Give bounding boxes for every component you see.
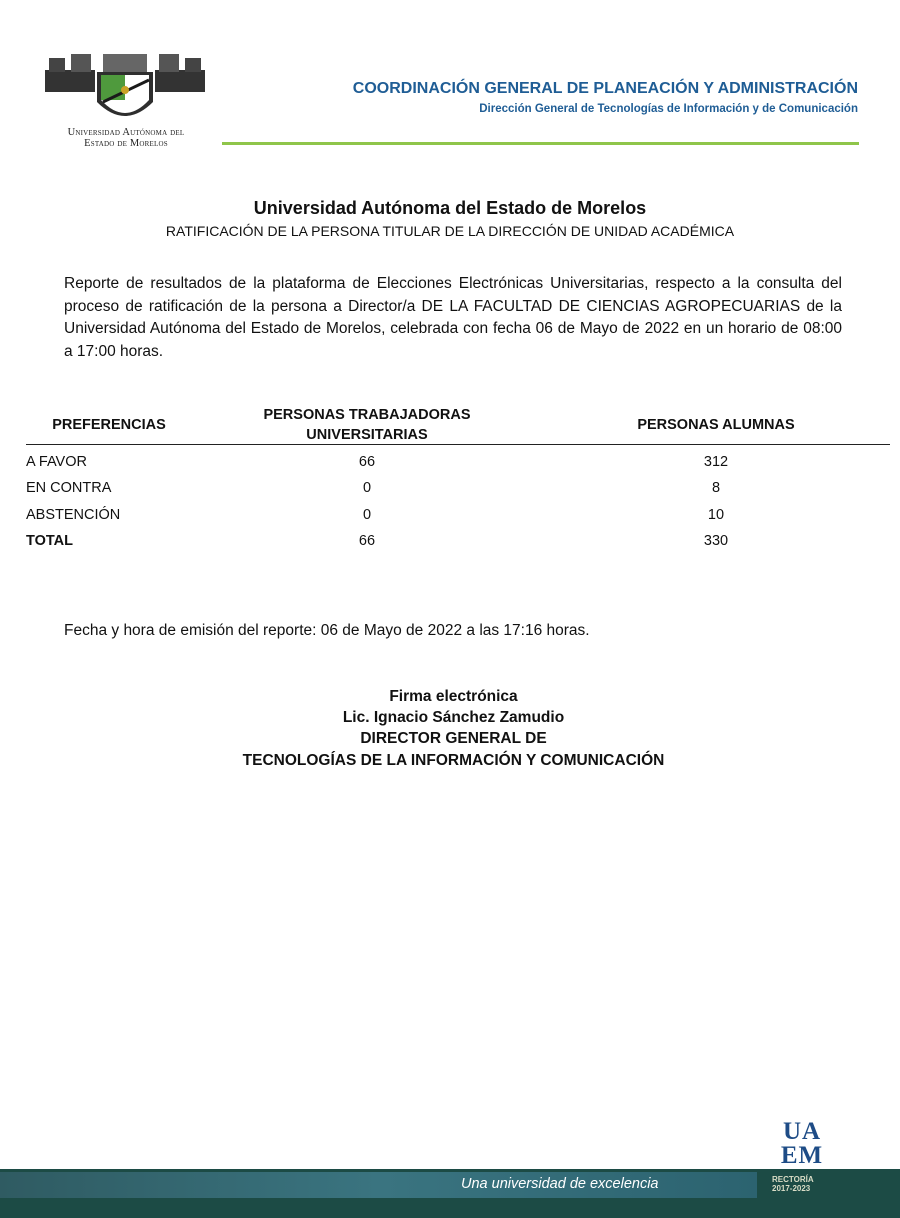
row-students-contra: 8 xyxy=(711,480,721,496)
header-workers-line2: UNIVERSITARIAS xyxy=(306,427,428,443)
uaem-logo-line1: UA xyxy=(782,1118,822,1145)
uaem-logo xyxy=(772,1120,832,1168)
logo-caption-line2: Estado de Morelos xyxy=(84,138,168,149)
row-label-contra: EN CONTRA xyxy=(26,480,112,496)
footer-slogan: Una universidad de excelencia xyxy=(461,1176,659,1192)
header-preferences: PREFERENCIAS xyxy=(52,417,166,433)
row-label-favor: A FAVOR xyxy=(26,454,87,470)
signature-title-line1: DIRECTOR GENERAL DE xyxy=(360,730,547,747)
report-emission-date: Fecha y hora de emisión del reporte: 06 de Mayo de 2022 a las 17:16 horas. xyxy=(64,622,590,639)
ratification-title: RATIFICACIÓN DE LA PERSONA TITULAR DE LA DIRECCIÓN DE UNIDAD ACADÉMICA xyxy=(165,223,735,239)
uaem-logo-line2: EM xyxy=(780,1142,824,1169)
university-logo-caption xyxy=(36,127,216,149)
row-workers-favor: 66 xyxy=(358,454,376,470)
logo-caption-line1: Universidad Autónoma del xyxy=(67,127,185,138)
footer-rectoria xyxy=(772,1175,872,1193)
row-label-abstencion: ABSTENCIÓN xyxy=(26,507,121,523)
row-workers-abstencion: 0 xyxy=(362,507,372,523)
row-workers-contra: 0 xyxy=(362,480,372,496)
row-students-total: 330 xyxy=(703,533,729,549)
header-workers xyxy=(237,405,497,445)
row-label-total: TOTAL xyxy=(26,533,73,549)
row-students-favor: 312 xyxy=(703,454,729,470)
header-workers-line1: PERSONAS TRABAJADORAS xyxy=(263,407,471,423)
university-title: Universidad Autónoma del Estado de Morelos xyxy=(253,198,647,218)
signature-title-line2: TECNOLOGÍAS DE LA INFORMACIÓN Y COMUNICACIÓN xyxy=(242,752,665,769)
rectoria-period: 2017-2023 xyxy=(772,1184,811,1193)
intro-paragraph: Reporte de resultados de la plataforma de Elecciones Electrónicas Universitarias, respecto a la consulta del proceso de ratificación de la persona a Director/a DE LA FACULTAD DE CIENCIAS AGROPECUARIAS de la Universidad Autónoma del Estado de Morelos, celebrada con fecha 06 de Mayo de 2022 en un horario de 08:00 a 17:00 horas. xyxy=(64,275,842,360)
row-students-abstencion: 10 xyxy=(707,507,725,523)
row-workers-total: 66 xyxy=(358,533,376,549)
signature-name: Lic. Ignacio Sánchez Zamudio xyxy=(342,709,565,726)
header-divider xyxy=(222,142,859,145)
coordination-title: COORDINACIÓN GENERAL DE PLANEACIÓN Y ADMINISTRACIÓN xyxy=(352,80,858,97)
rectoria-label: RECTORÍA xyxy=(772,1175,814,1184)
signature-line1: Firma electrónica xyxy=(389,688,518,705)
coordination-subtitle: Dirección General de Tecnologías de Información y de Comunicación xyxy=(479,103,858,115)
header-students: PERSONAS ALUMNAS xyxy=(637,417,795,433)
table-header-rule xyxy=(26,444,890,445)
